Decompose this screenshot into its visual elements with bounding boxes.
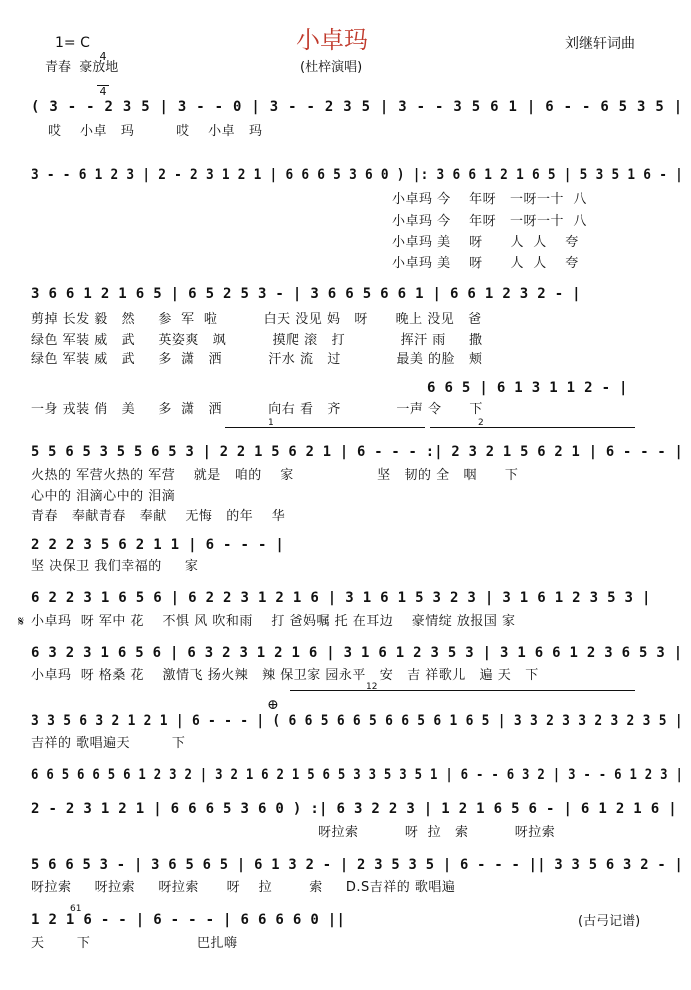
notation-line-1: ( 3 - - 2 3 5 | 3 - - 0 | 3 - - 2 3 5 | 3 - - 3 5 6 1 | 6 - - 6 5 3 5 | xyxy=(31,99,683,115)
time-sig-bottom: 4 xyxy=(97,85,109,97)
notation-line-5: 5 5 6 5 3 5 5 6 5 3 | 2 2 1 5 6 2 1 | 6 - - - :| 2 3 2 1 5 6 2 1 | 6 - - - | xyxy=(31,444,684,460)
volta-1-bracket xyxy=(225,427,425,428)
volta-2-bracket xyxy=(430,427,635,428)
notation-line-6: 2 2 2 3 5 6 2 1 1 | 6 - - - | xyxy=(31,537,285,553)
lyric-line-2-a: 小卓玛 今 年呀 一呀一十 八 xyxy=(392,192,587,207)
notation-line-7: 6 2 2 3 1 6 5 6 | 6 2 2 3 1 2 1 6 | 3 1 6 1 5 3 2 3 | 3 1 6 1 2 3 5 3 | xyxy=(31,590,651,606)
lyric-line-3-c: 绿色 军装 威 武 多 潇 洒 汗水 流 过 最美 的脸 颊 xyxy=(31,352,483,367)
coda-sign: ⊕ xyxy=(267,697,279,713)
credits: 刘继轩词曲 xyxy=(565,36,635,52)
lyric-line-8: 小卓玛 呀 格桑 花 激情飞 扬火辣 辣 保卫家 园永平 安 吉 祥歌儿 遍 天 下 xyxy=(31,668,539,683)
lyric-line-12: 呀拉索 呀拉索 呀拉索 呀 拉 索 D.S吉祥的 歌唱遍 xyxy=(31,880,456,895)
volta-12-bracket xyxy=(290,690,635,691)
lyric-line-7: 小卓玛 呀 军中 花 不惧 风 吹和雨 打 爸妈嘱 托 在耳边 豪情绽 放报国 家 xyxy=(31,614,516,629)
notation-line-9: 3 3 5 6 3 2 1 2 1 | 6 - - - | ( 6 6 5 6 6 5 6 6 5 6 1 6 5 | 3 3 2 3 3 2 3 2 3 5 | xyxy=(31,713,683,729)
volta-12-label: 12 xyxy=(366,682,378,692)
lyric-line-6: 坚 决保卫 我们幸福的 家 xyxy=(31,559,199,574)
lyric-line-2-c: 小卓玛 美 呀 人 人 夸 xyxy=(392,235,579,250)
transcriber-credit: (古弓记谱) xyxy=(578,914,641,929)
segno-sign: 𝄋 xyxy=(18,614,25,630)
notation-line-13: 1 2 1 6 - - | 6 - - - | 6 6 6 6 0 || xyxy=(31,912,346,928)
lyric-line-13: 天 下 巴扎嗨 xyxy=(31,936,238,951)
lyric-line-1: 哎 小卓 玛 哎 小卓 玛 xyxy=(48,124,263,139)
lyric-line-2-d: 小卓玛 美 呀 人 人 夸 xyxy=(392,256,579,271)
lyric-line-11: 呀拉索 呀 拉 索 呀拉索 xyxy=(318,825,556,840)
notation-line-4: 6 6 5 | 6 1 3 1 1 2 - | xyxy=(427,380,628,396)
notation-line-11: 2 - 2 3 1 2 1 | 6 6 6 5 3 6 0 ) :| 6 3 2 2 3 | 1 2 1 6 5 6 - | 6 1 2 1 6 | xyxy=(31,801,677,817)
lyric-line-3-b: 绿色 军装 威 武 英姿爽 飒 摸爬 滚 打 挥汗 雨 撒 xyxy=(31,333,483,348)
singer-credit: (杜梓演唱) xyxy=(300,60,363,75)
grace-note: 61 xyxy=(70,904,82,914)
lyric-line-3-a: 剪掉 长发 毅 然 参 军 啦 白天 没见 妈 呀 晚上 没见 爸 xyxy=(31,312,482,327)
volta-2-label: 2 xyxy=(478,418,484,428)
lyric-line-5-c: 青春 奉献青春 奉献 无悔 的年 华 xyxy=(31,509,286,524)
lyric-line-2-b: 小卓玛 今 年呀 一呀一十 八 xyxy=(392,214,587,229)
tempo-mood: 青春 豪放地 xyxy=(45,60,119,75)
notation-line-12: 5 6 6 5 3 - | 3 6 5 6 5 | 6 1 3 2 - | 2 3 5 3 5 | 6 - - - || 3 3 5 6 3 2 - | xyxy=(31,857,684,873)
song-title: 小卓玛 xyxy=(296,26,368,54)
notation-line-3: 3 6 6 1 2 1 6 5 | 6 5 2 5 3 - | 3 6 6 5 6 6 1 | 6 6 1 2 3 2 - | xyxy=(31,286,581,302)
key-signature: 1= C xyxy=(55,35,90,51)
notation-line-8: 6 3 2 3 1 6 5 6 | 6 3 2 3 1 2 1 6 | 3 1 6 1 2 3 5 3 | 3 1 6 6 1 2 3 6 5 3 | xyxy=(31,645,683,661)
lyric-line-9: 吉祥的 歌唱遍天 下 xyxy=(31,736,186,751)
time-sig-top: 4 xyxy=(99,50,107,63)
lyric-line-4: 一身 戎装 俏 美 多 潇 洒 向右 看 齐 一声 令 下 xyxy=(31,402,483,417)
notation-line-2: 3 - - 6 1 2 3 | 2 - 2 3 1 2 1 | 6 6 6 5 3 6 0 ) |: 3 6 6 1 2 1 6 5 | 5 3 5 1 6 - | xyxy=(31,167,684,183)
lyric-line-5-a: 火热的 军营火热的 军营 就是 咱的 家 坚 韧的 全 咽 下 xyxy=(31,468,519,483)
volta-1-label: 1 xyxy=(268,418,274,428)
lyric-line-5-b: 心中的 泪滴心中的 泪滴 xyxy=(31,489,176,504)
notation-line-10: 6 6 5 6 6 5 6 1 2 3 2 | 3 2 1 6 2 1 5 6 5 3 3 5 3 5 1 | 6 - - 6 3 2 | 3 - - 6 1 2 3 | xyxy=(31,767,684,783)
